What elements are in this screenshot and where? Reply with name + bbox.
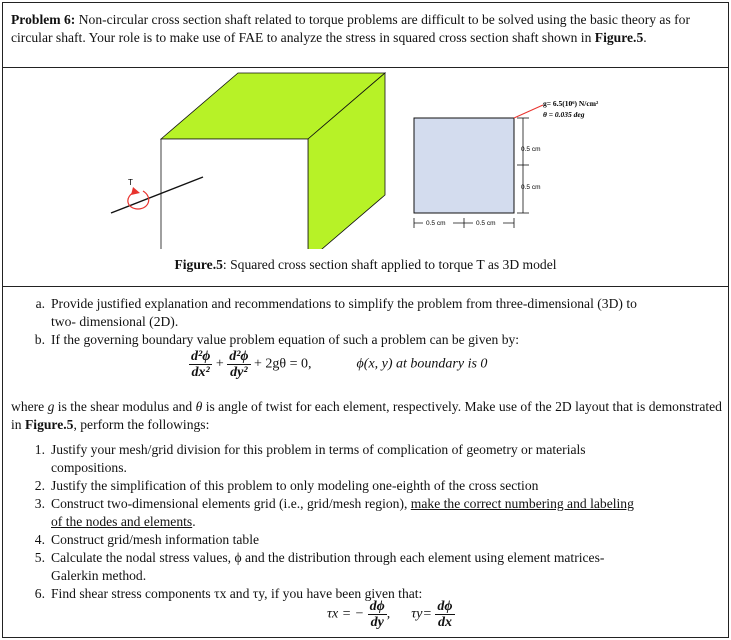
note-leader-line bbox=[514, 105, 543, 118]
cross-section-square bbox=[414, 118, 514, 213]
equation-boundary: ϕ(x, y) at boundary is 0 bbox=[356, 356, 488, 372]
paragraph-where bbox=[11, 398, 723, 434]
note-theta: θ = 0.035 deg bbox=[543, 110, 585, 119]
fraction-d2phi-dy2 bbox=[227, 349, 250, 380]
list-line: Justify your mesh/grid division for this problem in terms of complication of geometry or materials bbox=[51, 442, 586, 457]
list-item bbox=[25, 495, 725, 531]
list-numbers bbox=[25, 441, 725, 603]
torque-label: T bbox=[128, 178, 133, 187]
list-line: Provide justified explanation and recommendations to simplify the problem from three-dimensional (3D) to bbox=[51, 296, 637, 311]
intro-figure-ref: Figure.5 bbox=[594, 30, 644, 45]
fraction-numerator: d²ϕ bbox=[229, 349, 249, 364]
dim-h1-label: 0.5 cm bbox=[426, 220, 446, 227]
divider-top bbox=[3, 67, 728, 68]
para-text: , perform the followings: bbox=[73, 417, 210, 432]
list-marker: 4. bbox=[34, 532, 45, 547]
equation-rest: + 2gθ = 0, bbox=[254, 356, 312, 372]
fraction-numerator: dϕ bbox=[437, 599, 453, 614]
para-figure-ref: Figure.5 bbox=[24, 417, 74, 432]
fraction-denominator: dx bbox=[437, 615, 452, 630]
intro-text: Non-circular cross section shaft related to torque problems are difficult to be solved using the basic theory as for circular shaft. Your role is to make use of FAE to analyze the stress in squared cross section shaft shown in bbox=[11, 12, 690, 45]
problem-page bbox=[2, 2, 729, 638]
fraction-denominator: dx² bbox=[191, 365, 210, 380]
list-marker: 1. bbox=[34, 442, 45, 457]
divider-middle bbox=[3, 286, 728, 287]
list-item bbox=[25, 295, 725, 331]
equation-comma: , bbox=[386, 606, 391, 622]
list-line: Find shear stress components τx and τy, if you have been given that: bbox=[51, 586, 423, 601]
governing-equation bbox=[189, 349, 487, 380]
list-item bbox=[25, 477, 725, 495]
list-marker: 5. bbox=[34, 550, 45, 565]
list-item bbox=[25, 441, 725, 477]
list-line: . bbox=[192, 514, 196, 529]
list-line: compositions. bbox=[51, 460, 127, 475]
list-letters bbox=[25, 295, 725, 349]
problem-label: Problem 6: bbox=[11, 12, 76, 27]
figure-5 bbox=[3, 69, 730, 249]
para-g: g bbox=[47, 399, 55, 414]
torque-arrowhead-icon bbox=[131, 187, 140, 195]
figure-caption bbox=[3, 257, 728, 273]
para-theta: θ bbox=[195, 399, 203, 414]
list-marker: 2. bbox=[34, 478, 45, 493]
underlined-text: make the correct numbering and labeling bbox=[410, 496, 634, 511]
fraction-dphi-dx bbox=[435, 599, 454, 630]
list-marker: b. bbox=[34, 332, 45, 347]
list-line: Construct grid/mesh information table bbox=[51, 532, 260, 547]
fraction-numerator: d²ϕ bbox=[191, 349, 211, 364]
equation-plus: + bbox=[215, 356, 224, 372]
list-marker: 3. bbox=[34, 496, 45, 511]
list-line: If the governing boundary value problem equation of such a problem can be given by: bbox=[51, 332, 520, 347]
list-item bbox=[25, 549, 725, 585]
tau-x-label: τx = − bbox=[327, 606, 365, 622]
fraction-denominator: dy² bbox=[230, 365, 248, 380]
list-marker: 6. bbox=[34, 586, 45, 601]
list-marker: a. bbox=[35, 296, 45, 311]
list-item bbox=[25, 331, 725, 349]
fraction-denominator: dy bbox=[370, 615, 384, 630]
shear-stress-equation bbox=[327, 599, 455, 630]
fraction-numerator: dϕ bbox=[369, 599, 385, 614]
intro-end: . bbox=[643, 30, 647, 45]
list-line: Galerkin method. bbox=[51, 568, 147, 583]
note-g: g= 6.5(10⁶) N/cm² bbox=[543, 99, 599, 108]
caption-label: Figure.5 bbox=[174, 257, 223, 272]
problem-intro bbox=[11, 11, 723, 47]
underlined-text: of the nodes and elements bbox=[51, 514, 193, 529]
dim-v2-label: 0.5 cm bbox=[521, 184, 541, 191]
dim-h2-label: 0.5 cm bbox=[476, 220, 496, 227]
para-text: is the shear modulus and bbox=[54, 399, 196, 414]
fraction-dphi-dy bbox=[368, 599, 387, 630]
list-line: Calculate the nodal stress values, ϕ and the distribution through each element using element matrices- bbox=[51, 550, 605, 565]
list-line: Justify the simplification of this problem to only modeling one-eighth of the cross section bbox=[51, 478, 539, 493]
list-line: Construct two-dimensional elements grid (i.e., grid/mesh region), bbox=[51, 496, 411, 511]
box-front-face bbox=[161, 139, 308, 249]
tau-y-label: τy= bbox=[411, 606, 432, 622]
para-text: is angle of twist for each element, respectively. Make use of the 2D layout that is demonstrated in bbox=[11, 399, 722, 432]
para-text: where bbox=[11, 399, 48, 414]
list-item bbox=[25, 531, 725, 549]
fraction-d2phi-dx2 bbox=[189, 349, 212, 380]
list-line: two- dimensional (2D). bbox=[51, 314, 179, 329]
dim-v1-label: 0.5 cm bbox=[521, 146, 541, 153]
caption-text: : Squared cross section shaft applied to torque T as 3D model bbox=[222, 257, 557, 272]
